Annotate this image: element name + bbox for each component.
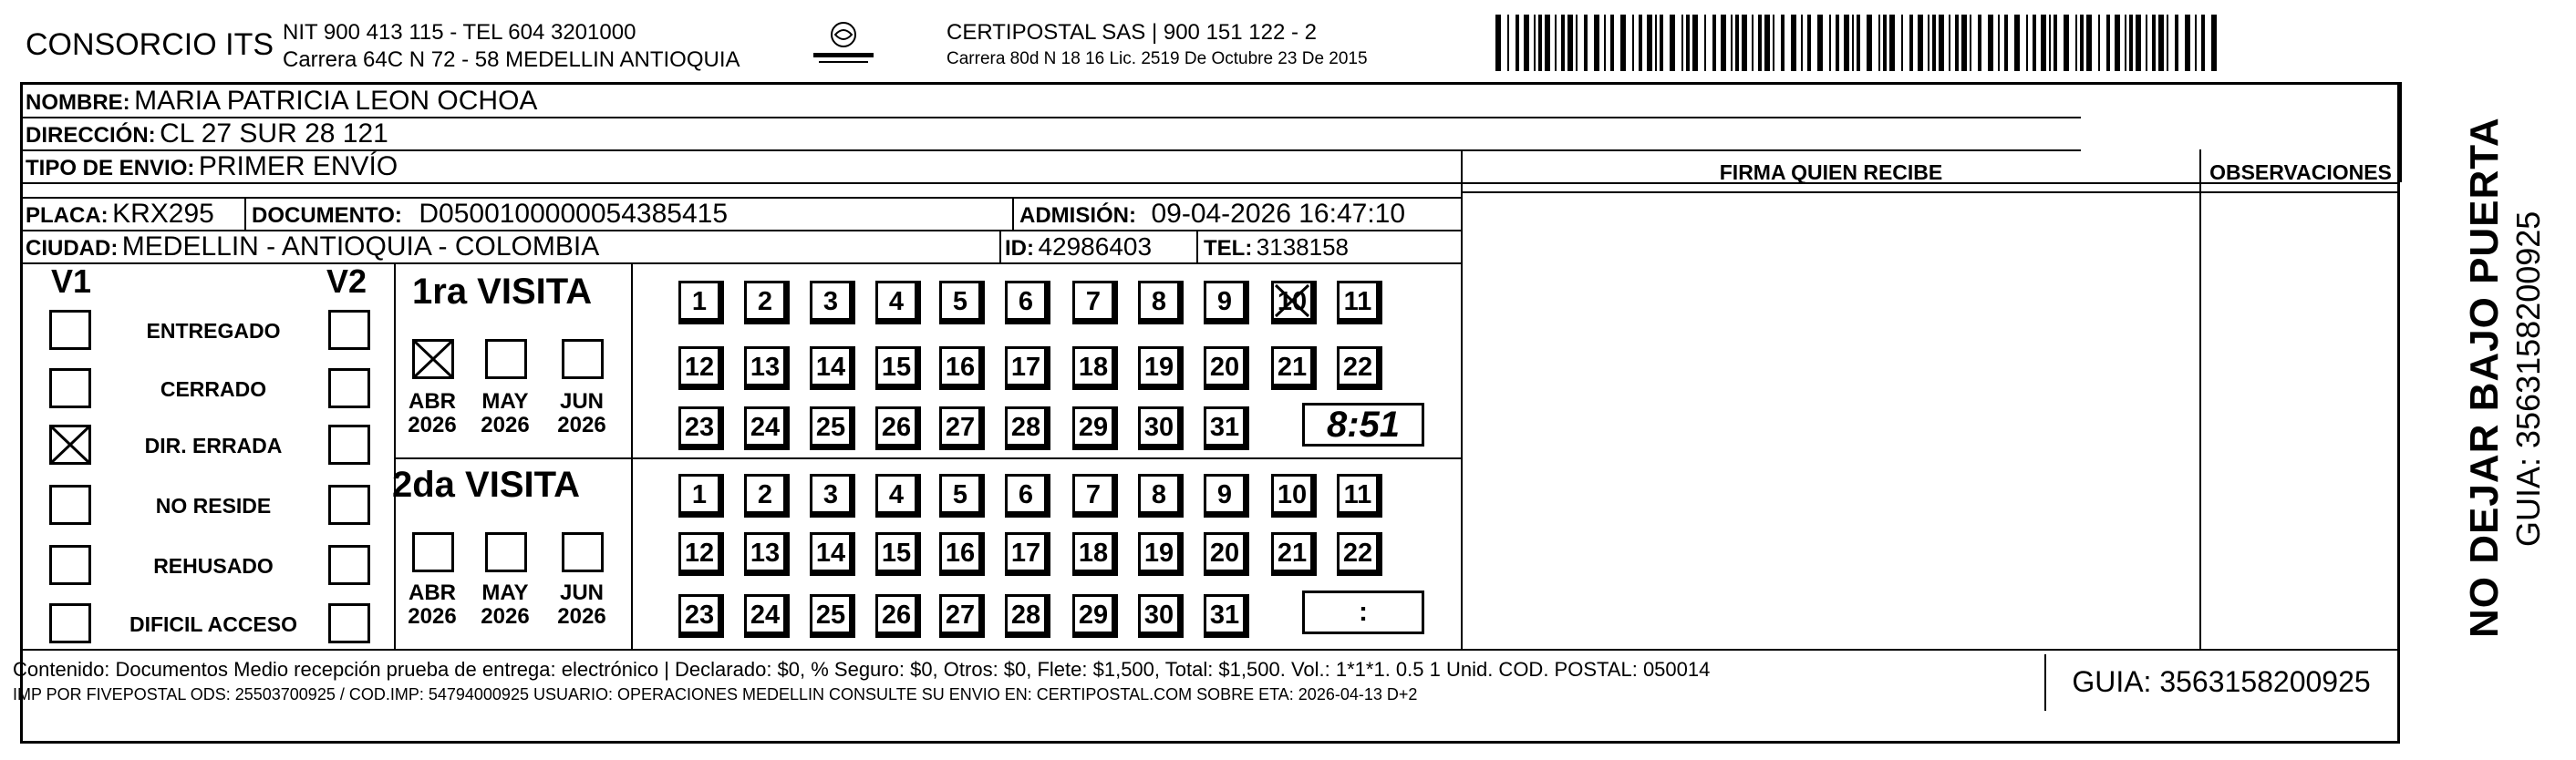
status-label: ENTREGADO: [146, 319, 281, 343]
day-box[interactable]: 12: [678, 532, 720, 572]
status-v2-checkbox[interactable]: [328, 425, 370, 465]
month-name: JUN: [559, 389, 604, 414]
month-checkbox[interactable]: [562, 532, 604, 572]
barcode-bar: [2146, 15, 2147, 71]
month-name: JUN: [559, 580, 604, 605]
day-box[interactable]: 18: [1072, 346, 1114, 386]
barcode-bar: [1567, 15, 1573, 71]
month-checkbox[interactable]: [485, 532, 527, 572]
barcode-bar: [1889, 15, 1895, 71]
month-label: [545, 581, 618, 629]
barcode-bar: [1632, 15, 1634, 71]
company-name: CONSORCIO ITS: [26, 27, 274, 62]
document-value: D0500100000054385415: [419, 199, 729, 229]
observations-header: OBSERVACIONES: [2209, 160, 2392, 184]
barcode-bar: [1764, 15, 1770, 71]
status-v1-checkbox[interactable]: [49, 545, 91, 585]
no-under-door-warning: NO DEJAR BAJO PUERTA: [2462, 117, 2507, 638]
x-mark-icon: [412, 339, 454, 379]
day-box[interactable]: 1: [678, 281, 720, 321]
barcode-bar: [1545, 15, 1550, 71]
document-row: [252, 199, 728, 234]
day-box[interactable]: 25: [810, 594, 852, 634]
day-box[interactable]: 4: [875, 474, 917, 514]
barcode-bar: [2075, 15, 2077, 71]
day-box[interactable]: 2: [744, 474, 786, 514]
guide-number-side: GUIA: 3563158200925: [2509, 211, 2547, 547]
barcode-bar: [2054, 15, 2057, 71]
visit2-title: 2da VISITA: [392, 465, 580, 505]
x-mark-icon: [49, 425, 91, 465]
shipment-type-value: PRIMER ENVÍO: [198, 151, 398, 181]
plate-label: PLACA:: [26, 203, 109, 228]
barcode-bar: [2004, 15, 2008, 71]
status-label: REHUSADO: [153, 554, 274, 578]
city-row: [26, 231, 599, 267]
barcode-bar: [1742, 15, 1747, 71]
day-box[interactable]: 23: [678, 406, 720, 447]
barcode-bar: [1817, 15, 1823, 71]
day-box[interactable]: 5: [939, 474, 981, 514]
courier-name: CERTIPOSTAL SAS | 900 151 122 - 2: [947, 20, 1317, 45]
barcode-bar: [1516, 15, 1519, 71]
document-label: DOCUMENTO:: [252, 203, 402, 228]
barcode-bar: [1801, 15, 1803, 71]
month-label: [396, 390, 469, 437]
city-value: MEDELLIN - ANTIOQUIA - COLOMBIA: [121, 231, 600, 262]
day-box[interactable]: 29: [1072, 594, 1114, 634]
barcode-bar: [1918, 15, 1923, 71]
month-checkbox[interactable]: [562, 339, 604, 379]
barcode-bar: [1852, 15, 1854, 71]
phone-label: TEL:: [1204, 236, 1253, 261]
day-box[interactable]: 20: [1204, 346, 1246, 386]
barcode-bar: [1594, 15, 1599, 71]
day-box[interactable]: 9: [1204, 281, 1246, 321]
day-box[interactable]: 30: [1138, 594, 1180, 634]
day-box[interactable]: 27: [939, 594, 981, 634]
barcode-bar: [1909, 15, 1913, 71]
barcode-bar: [1620, 15, 1626, 71]
day-box[interactable]: 8: [1138, 281, 1180, 321]
status-v2-checkbox[interactable]: [328, 368, 370, 408]
barcode-bar: [1752, 15, 1754, 71]
visit1-title: 1ra VISITA: [412, 272, 593, 312]
month-name: MAY: [481, 389, 529, 414]
id-row: [1005, 231, 1152, 267]
address-row: [26, 118, 388, 154]
barcode-bar: [1735, 15, 1739, 71]
month-checkbox[interactable]: [485, 339, 527, 379]
day-box[interactable]: 20: [1204, 532, 1246, 572]
day-box[interactable]: 23: [678, 594, 720, 634]
barcode-bar: [2201, 15, 2205, 71]
address-label: DIRECCIÓN:: [26, 123, 156, 148]
courier-address: Carrera 80d N 18 16 Lic. 2519 De Octubre 23 De 2015: [947, 49, 1368, 68]
barcode-bar: [1610, 15, 1614, 71]
id-label: ID:: [1005, 236, 1034, 261]
barcode-bar: [1555, 15, 1557, 71]
barcode-bar: [1928, 15, 1929, 71]
barcode-bar: [1901, 15, 1903, 71]
day-box[interactable]: 3: [810, 281, 852, 321]
barcode-bar: [2049, 15, 2051, 71]
status-label: DIFICIL ACCESO: [129, 612, 297, 636]
barcode-bar: [1584, 15, 1588, 71]
print-info-line: IMP POR FIVEPOSTAL ODS: 25503700925 / COD.IMP: 54794000925 USUARIO: OPERACIONES MEDELLIN CONSULTE SU ENVIO EN: CERTIPOSTAL.COM SOBRE ETA: 2026-04-13 D+2: [13, 685, 1418, 704]
status-v2-checkbox[interactable]: [328, 603, 370, 643]
barcode-bar: [1867, 15, 1872, 71]
month-year: 2026: [557, 604, 606, 629]
barcode-bar: [1604, 15, 1606, 71]
barcode-bar: [1878, 15, 1880, 71]
day-box[interactable]: 3: [810, 474, 852, 514]
admission-label: ADMISIÓN:: [1019, 203, 1136, 228]
barcode-bar: [1857, 15, 1860, 71]
barcode-bar: [2152, 15, 2156, 71]
barcode-bar: [1998, 15, 2000, 71]
day-box[interactable]: 6: [1005, 281, 1047, 321]
month-year: 2026: [408, 604, 457, 629]
signature-area[interactable]: [1463, 193, 2199, 647]
id-value: 42986403: [1038, 232, 1153, 261]
barcode-bar: [1576, 15, 1578, 71]
day-box[interactable]: 2: [744, 281, 786, 321]
day-box[interactable]: 16: [939, 532, 981, 572]
month-label: [545, 390, 618, 437]
day-box[interactable]: 17: [1005, 532, 1047, 572]
guide-number-footer: GUIA: 3563158200925: [2044, 654, 2396, 711]
day-box[interactable]: 31: [1204, 594, 1246, 634]
barcode-bar: [1660, 15, 1663, 71]
visit-time-field[interactable]: :: [1302, 591, 1424, 634]
day-box[interactable]: 18: [1072, 532, 1114, 572]
recipient-name: MARIA PATRICIA LEON OCHOA: [134, 86, 538, 116]
day-box[interactable]: 1: [678, 474, 720, 514]
status-v1-checkbox[interactable]: [49, 485, 91, 525]
address-value: CL 27 SUR 28 121: [160, 118, 388, 149]
barcode-bar: [1961, 15, 1967, 71]
barcode-bar: [1534, 15, 1536, 71]
barcode-bar: [1495, 15, 1501, 71]
barcode-bar: [1829, 15, 1831, 71]
barcode-bar: [2129, 15, 2133, 71]
day-box[interactable]: 14: [810, 346, 852, 386]
barcode-bar: [1836, 15, 1839, 71]
barcode-bar: [2098, 15, 2100, 71]
barcode-bar: [2195, 15, 2197, 71]
day-box[interactable]: 15: [875, 346, 917, 386]
barcode-bar: [1561, 15, 1565, 71]
barcode-bar: [1988, 15, 1993, 71]
barcode-bar: [2041, 15, 2046, 71]
day-box[interactable]: 22: [1337, 346, 1379, 386]
month-label: [469, 581, 542, 629]
observations-area[interactable]: [2201, 193, 2400, 647]
day-box[interactable]: 8: [1138, 474, 1180, 514]
status-v2-checkbox[interactable]: [328, 310, 370, 350]
x-mark-icon: [1274, 283, 1310, 318]
admission-row: [1019, 199, 1405, 234]
barcode-bar: [2167, 15, 2168, 71]
month-year: 2026: [481, 604, 530, 629]
day-box[interactable]: 21: [1271, 532, 1313, 572]
day-box[interactable]: 24: [744, 594, 786, 634]
barcode-bar: [1670, 15, 1675, 71]
day-box[interactable]: 13: [744, 346, 786, 386]
shipment-type-label: TIPO DE ENVIO:: [26, 156, 195, 180]
day-box[interactable]: 17: [1005, 346, 1047, 386]
day-box[interactable]: 22: [1337, 532, 1379, 572]
city-label: CIUDAD:: [26, 236, 119, 261]
barcode-bar: [2211, 15, 2217, 71]
barcode-bar: [2185, 15, 2190, 71]
day-box[interactable]: 10: [1271, 281, 1313, 321]
barcode-bar: [2064, 15, 2069, 71]
company-address: Carrera 64C N 72 - 58 MEDELLIN ANTIOQUIA: [283, 47, 740, 72]
barcode-bar: [1524, 15, 1529, 71]
day-box[interactable]: 27: [939, 406, 981, 447]
barcode-bar: [1807, 15, 1811, 71]
barcode-bar: [1978, 15, 1981, 71]
certipostal-logo: [810, 16, 877, 71]
recipient-name-label: NOMBRE:: [26, 90, 130, 115]
barcode: [1495, 15, 2225, 71]
barcode-bar: [1538, 15, 1542, 71]
barcode-bar: [2026, 15, 2028, 71]
barcode-bar: [1686, 15, 1690, 71]
barcode-bar: [1932, 15, 1936, 71]
barcode-bar: [1639, 15, 1642, 71]
barcode-bar: [2158, 15, 2164, 71]
barcode-bar: [1939, 15, 1944, 71]
day-box[interactable]: 13: [744, 532, 786, 572]
day-box[interactable]: 5: [939, 281, 981, 321]
day-box[interactable]: 16: [939, 346, 981, 386]
barcode-bar: [2175, 15, 2178, 71]
barcode-bar: [2125, 15, 2126, 71]
plate-value: KRX295: [112, 199, 214, 229]
barcode-bar: [1883, 15, 1887, 71]
contents-line: Contenido: Documentos Medio recepción prueba de entrega: electrónico | Declarado: $0, % Seguro: $0, Otros: $0, Flete: $1,500, Total: $1,500. Vol.: 1*1*1. 0.5 1 Unid. COD. POSTAL: 050014: [13, 658, 1711, 681]
month-name: MAY: [481, 580, 529, 605]
barcode-bar: [1773, 15, 1774, 71]
day-box[interactable]: 24: [744, 406, 786, 447]
status-label: DIR. ERRADA: [144, 434, 283, 457]
day-box[interactable]: 10: [1271, 474, 1313, 514]
month-checkbox[interactable]: [412, 532, 454, 572]
day-box[interactable]: 14: [810, 532, 852, 572]
barcode-bar: [1758, 15, 1762, 71]
day-box[interactable]: 7: [1072, 474, 1114, 514]
month-name: ABR: [409, 580, 456, 605]
barcode-bar: [1647, 15, 1652, 71]
signature-header: FIRMA QUIEN RECIBE: [1719, 160, 1943, 184]
month-year: 2026: [557, 413, 606, 437]
status-v1-checkbox[interactable]: [49, 603, 91, 643]
v1-label: V1: [51, 262, 92, 300]
barcode-bar: [1655, 15, 1657, 71]
day-box[interactable]: 28: [1005, 594, 1047, 634]
barcode-bar: [1704, 15, 1706, 71]
day-box[interactable]: 4: [875, 281, 917, 321]
day-box[interactable]: 7: [1072, 281, 1114, 321]
barcode-bar: [1712, 15, 1716, 71]
v2-label: V2: [326, 262, 367, 300]
status-v1-checkbox[interactable]: [49, 368, 91, 408]
barcode-bar: [1681, 15, 1683, 71]
barcode-bar: [1507, 15, 1509, 71]
barcode-bar: [2080, 15, 2084, 71]
day-box[interactable]: 19: [1138, 532, 1180, 572]
barcode-bar: [1970, 15, 1971, 71]
visit-time-field[interactable]: 8:51: [1302, 403, 1424, 447]
barcode-bar: [1692, 15, 1698, 71]
status-v2-checkbox[interactable]: [328, 545, 370, 585]
month-label: [396, 581, 469, 629]
company-nit: NIT 900 413 115 - TEL 604 3201000: [283, 20, 636, 45]
barcode-bar: [1731, 15, 1733, 71]
phone-row: [1204, 231, 1349, 267]
plate-row: [26, 199, 214, 234]
month-name: ABR: [409, 389, 456, 414]
barcode-bar: [2115, 15, 2120, 71]
barcode-bar: [1791, 15, 1796, 71]
day-box[interactable]: 11: [1337, 281, 1379, 321]
status-v2-checkbox[interactable]: [328, 485, 370, 525]
day-box[interactable]: 11: [1337, 474, 1379, 514]
day-box[interactable]: 29: [1072, 406, 1114, 447]
barcode-bar: [2014, 15, 2020, 71]
barcode-bar: [2086, 15, 2092, 71]
barcode-bar: [2033, 15, 2036, 71]
day-box[interactable]: 15: [875, 532, 917, 572]
barcode-bar: [2136, 15, 2141, 71]
month-year: 2026: [481, 413, 530, 437]
status-label: NO RESIDE: [155, 494, 272, 518]
day-box[interactable]: 12: [678, 346, 720, 386]
day-box[interactable]: 31: [1204, 406, 1246, 447]
barcode-bar: [2106, 15, 2110, 71]
admission-value: 09-04-2026 16:47:10: [1151, 199, 1406, 229]
month-year: 2026: [408, 413, 457, 437]
day-box[interactable]: 26: [875, 594, 917, 634]
day-box[interactable]: 9: [1204, 474, 1246, 514]
day-box[interactable]: 19: [1138, 346, 1180, 386]
barcode-bar: [1949, 15, 1950, 71]
month-label: [469, 390, 542, 437]
day-box[interactable]: 6: [1005, 474, 1047, 514]
barcode-bar: [1955, 15, 1959, 71]
day-box[interactable]: 21: [1271, 346, 1313, 386]
status-label: CERRADO: [160, 377, 267, 401]
barcode-bar: [1781, 15, 1785, 71]
status-v1-checkbox[interactable]: [49, 310, 91, 350]
shipment-type-row: [26, 151, 398, 187]
barcode-bar: [1844, 15, 1849, 71]
day-box[interactable]: 30: [1138, 406, 1180, 447]
day-box[interactable]: 28: [1005, 406, 1047, 447]
barcode-bar: [1721, 15, 1726, 71]
phone-value: 3138158: [1256, 233, 1350, 261]
day-box[interactable]: 25: [810, 406, 852, 447]
day-box[interactable]: 26: [875, 406, 917, 447]
recipient-name-row: [26, 86, 537, 121]
